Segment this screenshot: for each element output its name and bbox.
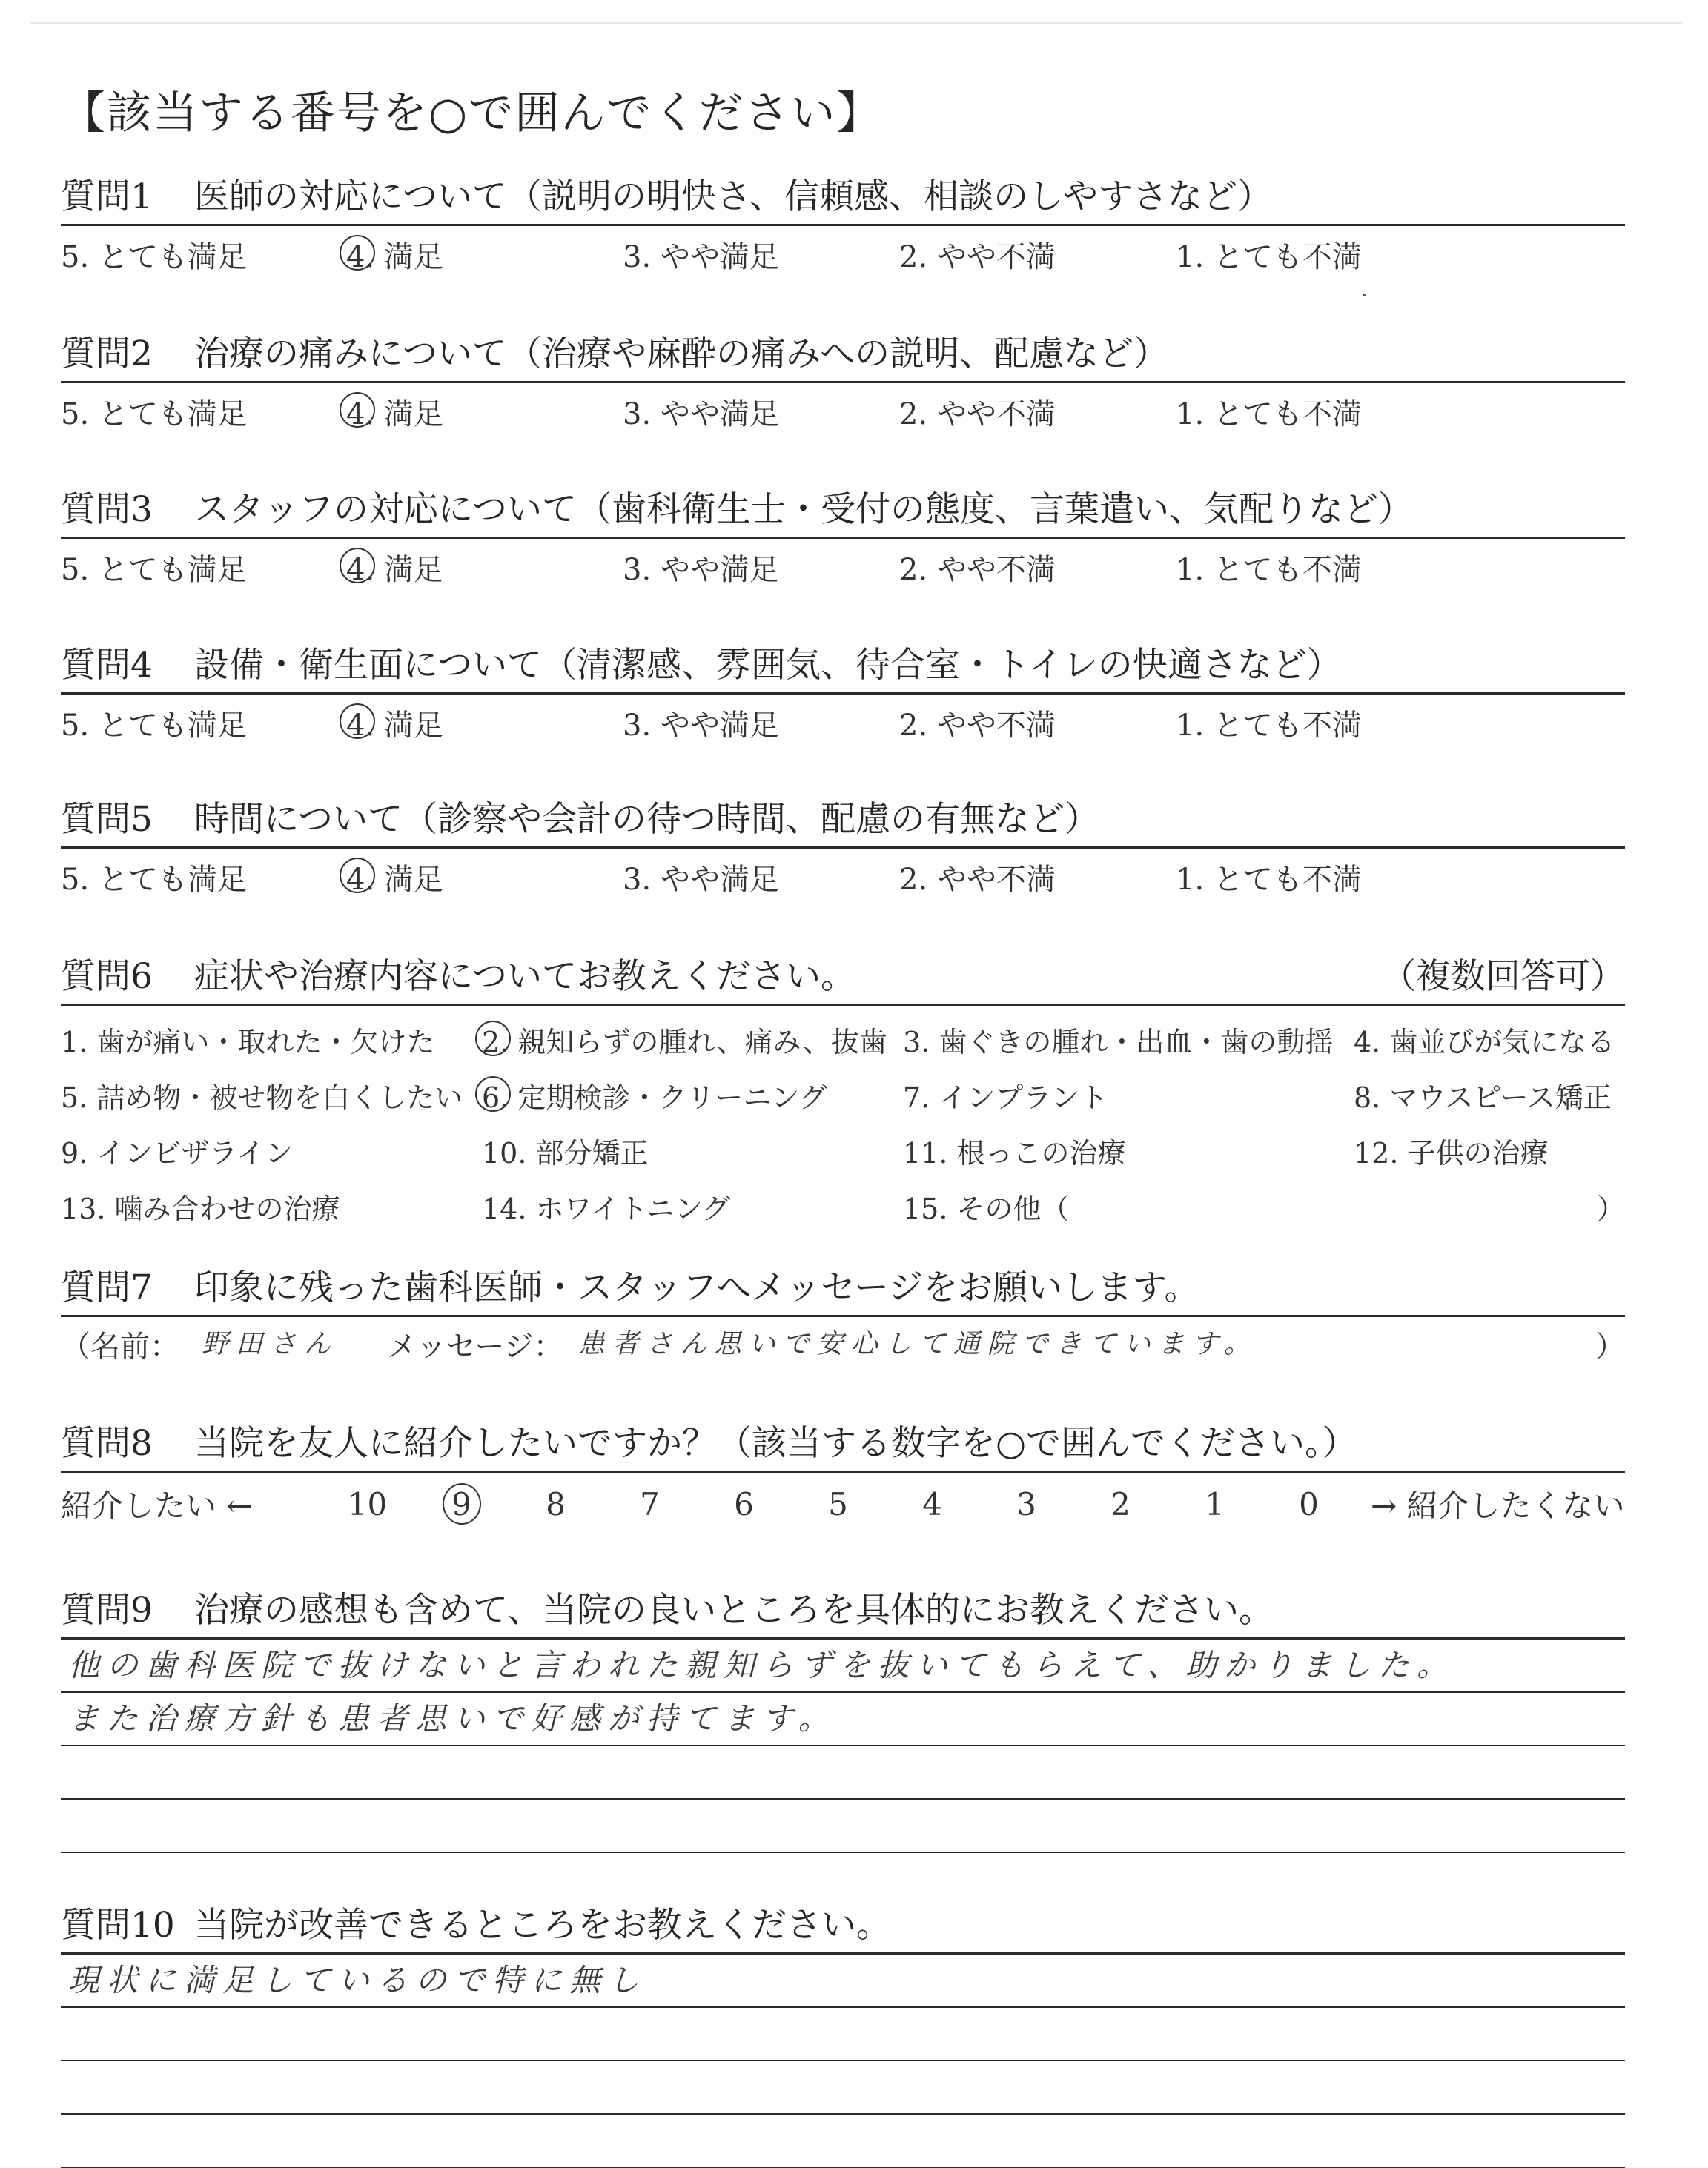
symptom-option-8[interactable]: 8. マウスピース矯正 (1354, 1081, 1612, 1114)
divider (61, 537, 1625, 539)
answer-line-1[interactable] (61, 1640, 1625, 1693)
symptom-option-5[interactable]: 5. 詰め物・被せ物を白くしたい (61, 1081, 463, 1114)
option-1[interactable]: 1. とても不満 (1176, 709, 1362, 743)
question-9 (61, 1582, 1625, 1853)
selected-circle: 4. 満足 (346, 391, 443, 433)
symptom-option-12[interactable]: 12. 子供の治療 (1354, 1137, 1549, 1170)
rating-options (61, 856, 1625, 898)
question-text: 治療の痛みについて（治療や麻酔の痛みへの説明、配慮など） (194, 334, 1169, 374)
answer-lines (61, 1640, 1625, 1853)
handwritten-answer: また治療方針も患者思いで好感が持てます。 (68, 1700, 837, 1737)
question-number: 質問6 (61, 956, 153, 997)
option-4[interactable] (346, 546, 623, 589)
option-4[interactable] (346, 233, 623, 276)
question-number: 質問7 (61, 1267, 153, 1308)
option-5[interactable]: 5. とても満足 (61, 553, 247, 587)
question-text: 印象に残った歯科医師・スタッフへメッセージをお願いします。 (194, 1267, 1199, 1308)
answer-lines (61, 1955, 1625, 2168)
selected-circle: 4. 満足 (346, 856, 443, 898)
question-text: 医師の対応について（説明の明快さ、信頼感、相談のしやすさなど） (194, 176, 1273, 217)
selected-circle: 4. 満足 (346, 546, 443, 589)
question-10 (61, 1897, 1625, 2168)
scale-right-label: → 紹介したくない (1371, 1488, 1625, 1524)
symptom-option-7[interactable]: 7. インプラント (903, 1081, 1108, 1114)
answer-line-2[interactable] (61, 1693, 1625, 1746)
option-3[interactable]: 3. やや満足 (623, 863, 779, 897)
option-4[interactable] (346, 856, 623, 898)
message-line (61, 1323, 1625, 1365)
stray-mark (1363, 294, 1366, 296)
symptom-options (61, 1019, 1625, 1227)
symptom-option-3[interactable]: 3. 歯ぐきの腫れ・出血・歯の動揺 (903, 1026, 1334, 1058)
scale-4[interactable]: 4 (922, 1485, 942, 1522)
selected-circle: 2. 親知らずの腫れ、痛み、抜歯 (482, 1019, 887, 1060)
question-number: 質問8 (61, 1423, 153, 1464)
form-title: 【該当する番号を○で囲んでください】 (61, 87, 883, 139)
name-value[interactable]: 野田さん (202, 1329, 339, 1359)
option-3[interactable]: 3. やや満足 (623, 553, 779, 587)
question-7 (61, 1260, 1625, 1365)
question-text: 治療の感想も含めて、当院の良いところを具体的にお教えください。 (194, 1590, 1274, 1631)
question-number: 質問10 (61, 1905, 175, 1946)
answer-line-1[interactable] (61, 1955, 1625, 2008)
scale-9-selected[interactable]: 9 (414, 1486, 509, 1522)
question-text: 当院が改善できるところをお教えください。 (194, 1905, 891, 1946)
option-3[interactable]: 3. やや満足 (623, 240, 779, 274)
option-5[interactable]: 5. とても満足 (61, 397, 247, 431)
divider (61, 381, 1625, 383)
selected-circle: 4. 満足 (346, 233, 443, 276)
recommend-scale (61, 1482, 1625, 1526)
question-8 (61, 1416, 1625, 1526)
answer-line-3[interactable] (61, 1746, 1625, 1800)
option-4[interactable] (346, 702, 623, 744)
answer-line-3[interactable] (61, 2061, 1625, 2115)
scale-7[interactable]: 7 (640, 1485, 660, 1522)
symptom-option-11[interactable]: 11. 根っこの治療 (903, 1137, 1126, 1170)
top-border (30, 22, 1683, 24)
question-4 (61, 637, 1625, 744)
divider (61, 1315, 1625, 1317)
question-text: 症状や治療内容についてお教えください。 (194, 956, 856, 997)
handwritten-answer: 他の歯科医院で抜けないと言われた親知らずを抜いてもらえて、助かりました。 (68, 1647, 1456, 1683)
question-1 (61, 169, 1625, 276)
question-number: 質問3 (61, 489, 153, 530)
rating-options (61, 546, 1625, 589)
message-close-paren: ） (1595, 1330, 1625, 1364)
scale-6[interactable]: 6 (734, 1485, 754, 1522)
symptom-option-10[interactable]: 10. 部分矯正 (482, 1137, 649, 1170)
option-3[interactable]: 3. やや満足 (623, 709, 779, 743)
symptom-option-13[interactable]: 13. 噛み合わせの治療 (61, 1193, 340, 1225)
multiple-answer-note: （複数回答可） (1381, 956, 1625, 997)
scale-1[interactable]: 1 (1205, 1485, 1225, 1522)
question-number: 質問4 (61, 645, 153, 686)
question-number: 質問2 (61, 334, 153, 374)
scale-8[interactable]: 8 (546, 1485, 566, 1522)
selected-circle: 4. 満足 (346, 702, 443, 744)
scale-3[interactable]: 3 (1016, 1485, 1036, 1522)
question-3 (61, 482, 1625, 589)
scale-5[interactable]: 5 (828, 1485, 848, 1522)
option-1[interactable]: 1. とても不満 (1176, 863, 1362, 897)
option-1[interactable]: 1. とても不満 (1176, 397, 1362, 431)
answer-line-2[interactable] (61, 2008, 1625, 2061)
option-1[interactable]: 1. とても不満 (1176, 240, 1362, 274)
question-text: 当院を友人に紹介したいですか？（該当する数字を○で囲んでください。） (194, 1423, 1357, 1464)
option-2[interactable]: 2. やや不満 (899, 709, 1056, 743)
option-1[interactable]: 1. とても不満 (1176, 553, 1362, 587)
handwritten-answer: 現状に満足しているので特に無し (68, 1962, 647, 1998)
option-2[interactable]: 2. やや不満 (899, 397, 1056, 431)
answer-line-4[interactable] (61, 1800, 1625, 1853)
option-2[interactable]: 2. やや不満 (899, 863, 1056, 897)
symptom-option-2[interactable] (482, 1019, 903, 1060)
option-5[interactable]: 5. とても満足 (61, 709, 247, 743)
rating-options (61, 391, 1625, 433)
option-3[interactable]: 3. やや満足 (623, 397, 779, 431)
option-2[interactable]: 2. やや不満 (899, 240, 1056, 274)
option-2[interactable]: 2. やや不満 (899, 553, 1056, 587)
option-5[interactable]: 5. とても満足 (61, 863, 247, 897)
question-2 (61, 326, 1625, 433)
question-number: 質問9 (61, 1590, 153, 1631)
question-number: 質問5 (61, 799, 153, 840)
symptom-option-15[interactable]: 15. その他（ (903, 1193, 1070, 1225)
scale-2[interactable]: 2 (1110, 1485, 1131, 1522)
scale-10[interactable]: 10 (347, 1485, 388, 1522)
option-4[interactable] (346, 391, 623, 433)
name-label: （名前： (61, 1330, 179, 1364)
rating-options (61, 702, 1625, 744)
symptom-option-1[interactable]: 1. 歯が痛い・取れた・欠けた (61, 1026, 435, 1058)
divider (61, 846, 1625, 849)
answer-line-4[interactable] (61, 2115, 1625, 2168)
message-label: メッセージ： (387, 1330, 563, 1364)
divider (61, 692, 1625, 695)
divider (61, 224, 1625, 226)
question-number: 質問1 (61, 176, 153, 217)
question-6 (61, 949, 1625, 1227)
other-close-paren: ） (1596, 1193, 1625, 1225)
scale-0[interactable]: 0 (1299, 1485, 1319, 1522)
rating-options (61, 233, 1625, 276)
divider (61, 1004, 1625, 1006)
option-5[interactable]: 5. とても満足 (61, 240, 247, 274)
divider (61, 1471, 1625, 1473)
question-text: 時間について（診察や会計の待つ時間、配慮の有無など） (194, 799, 1100, 840)
message-value[interactable]: 患者さん思いで安心して通院できています。 (577, 1329, 1258, 1359)
symptom-option-4[interactable]: 4. 歯並びが気になる (1354, 1026, 1615, 1058)
scale-left-label: 紹介したい ← (61, 1488, 253, 1524)
symptom-option-9[interactable]: 9. インビザライン (61, 1137, 294, 1170)
selected-circle: 6. 定期検診・クリーニング (482, 1075, 827, 1116)
question-text: 設備・衛生面について（清潔感、雰囲気、待合室・トイレの快適さなど） (194, 645, 1342, 686)
question-text: スタッフの対応について（歯科衛生士・受付の態度、言葉遣い、気配りなど） (194, 489, 1414, 530)
symptom-option-6[interactable] (482, 1075, 903, 1116)
symptom-option-14[interactable]: 14. ホワイトニング (482, 1193, 731, 1225)
question-5 (61, 792, 1625, 898)
